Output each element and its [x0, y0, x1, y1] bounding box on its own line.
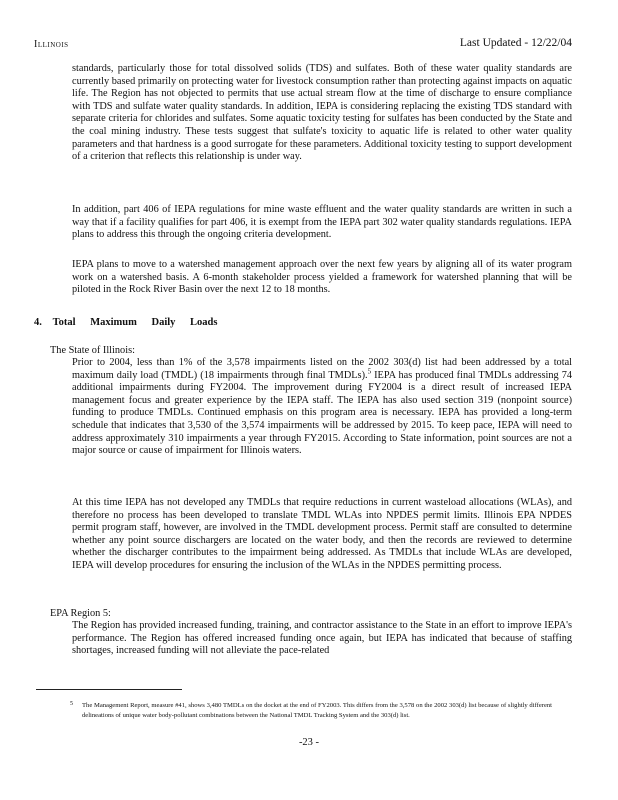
page-number: -23 - — [298, 737, 320, 748]
footnote — [70, 701, 552, 721]
tmdl-text-part2: IEPA has produced final TMDLs addressing 74 additional impairments during FY2004. The improvement during FY2004 is a direct result of increased IEPA management focus and greater experience by the IEPA staff. The IEPA has also used section 319 (nonpoint source) funding to produce TMDLs. Continued emphasis on this program area is necessary. IEPA has provided a long-term schedule that indicates that 3,530 of the 3,574 impairments will be addressed by 2015. To keep pace, IEPA will need to address approximately 310 impairments a year through FY2015. According to State information, point sources are not a major source or cause of impairment for Illinois waters. — [72, 369, 573, 457]
paragraph-tmdl-progress — [72, 357, 572, 458]
paragraph-wla: At this time IEPA has not developed any TMDLs that require reductions in current wasteload allocations (WLAs), and therefore no process has been developed to translate TMDL WLAs into NPDES permit limits. Illinois EPA NPDES permit program staff, however, are involved in the TMDL development process. Permit staff are consulted to determine whether any point source dischargers are located on the water body, and then the records are reviewed to determine whether the discharger contributes to the impairment being addressed. As TMDLs that include WLAs are developed, IEPA will develop procedures for ensuring the inclusion of the WLAs in the NPDES permitting process. — [72, 497, 572, 571]
header-last-updated: Last Updated - 12/22/04 — [459, 37, 572, 49]
subsection-state-label: The State of Illinois: — [50, 345, 135, 356]
footnote-text: The Management Report, measure #41, shows 3,480 TMDLs on the docket at the end of FY2003. This differs from the 3,578 on the 2002 303(d) list because of slightly different delineations of unique water body-pollutant combinations between the National TMDL Tracking System and the 303(d) list. — [82, 702, 552, 719]
paragraph-part-406: In addition, part 406 of IEPA regulations for mine waste effluent and the water quality standards are written in such a way that if a facility qualifies for part 406, it is exempt from the IEPA part 302 water quality standards regulations. IEPA plans to address this through the ongoing criteria development. — [72, 204, 572, 241]
paragraph-watershed: IEPA plans to move to a watershed management approach over the next few years by aligning all of its water program work on a watershed basis. A 6-month stakeholder process yielded a framework for watershed planning that will be piloted in the Rock River Basin over the next 12 to 18 months. — [72, 259, 572, 296]
footnote-mark: 5 — [70, 701, 73, 707]
subsection-region-label: EPA Region 5: — [50, 608, 111, 619]
paragraph-region-funding: The Region has provided increased funding, training, and contractor assistance to the State in an effort to improve IEPA's performance. The Region has offered increased funding once again, but IEPA has indicated that because of staffing shortages, increased funding will not alleviate the pace-related — [72, 620, 572, 657]
section-title: Total Maximum Daily Loads — [52, 317, 218, 328]
footnote-divider — [36, 689, 182, 690]
paragraph-standards: standards, particularly those for total dissolved solids (TDS) and sulfates. Both of these water quality standards are currently based primarily on protecting water for livestock consumption rather than protecting against impacts on aquatic life. The Region has not objected to permits that use actual stream flow at the time of discharge to ensure compliance with TDS and sulfate water quality standards. In addition, IEPA is considering replacing the existing TDS standard with separate criteria for chlorides and sulfates. Some aquatic toxicity testing for sulfates has been conducted by the State and the coal mining industry. These tests suggest that sulfate's toxicity to aquatic life is related to other water quality parameters and that hardness is a good surrogate for these parameters. Additional toxicity testing to support development of a criterion that reflects this relationship is under way. — [72, 63, 572, 163]
section-heading — [34, 317, 217, 328]
tmdl-text-part1: Prior to 2004, less than 1% of the 3,578 impairments listed on the 2002 303(d) list had been addressed by a total maximum daily load (TMDL) (18 impairments through final TMDLs). — [72, 357, 572, 381]
header-state: Illinois — [34, 39, 69, 50]
section-number: 4. — [34, 317, 42, 328]
footnote-reference[interactable]: 5 — [367, 367, 372, 376]
